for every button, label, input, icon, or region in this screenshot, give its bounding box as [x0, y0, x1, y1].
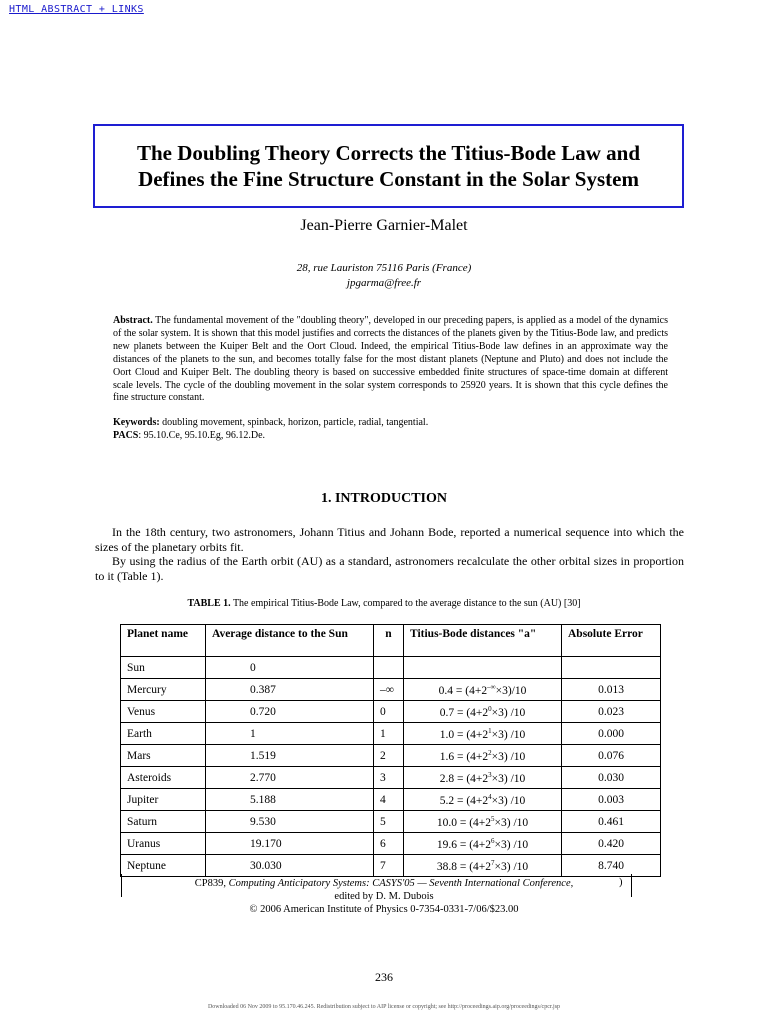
- page-number: 236: [375, 970, 393, 984]
- tb-formula-suffix: ×3) /10: [491, 750, 526, 763]
- pacs-text: : 95.10.Ce, 95.10.Eg, 96.12.De.: [138, 430, 266, 441]
- intro-paragraph-2: By using the radius of the Earth orbit (AU) as a standard, astronomers recalculate the other orbital sizes in proportion to it (Table 1).: [95, 554, 684, 583]
- cp-copyright: © 2006 American Institute of Physics 0-7354-0331-7/06/$23.00: [249, 904, 519, 915]
- tb-formula-suffix: ×3) /10: [491, 728, 526, 741]
- cell-average-distance: 0.387: [206, 679, 374, 701]
- header-n: n: [374, 625, 404, 657]
- tb-formula-prefix: 0.4 = (4+2: [438, 684, 488, 697]
- tb-formula-suffix: ×3) /10: [491, 706, 526, 719]
- tb-formula-prefix: 38.8 = (4+2: [436, 860, 492, 873]
- table-row: [121, 767, 661, 789]
- section-heading: 1. INTRODUCTION: [320, 491, 447, 506]
- cell-titius-bode: [404, 701, 562, 723]
- cell-average-distance: 1: [206, 723, 374, 745]
- cell-average-distance: 0: [206, 657, 374, 679]
- tb-formula-prefix: 19.6 = (4+2: [436, 838, 492, 851]
- cell-n: [374, 657, 404, 679]
- tb-formula-exponent: 6: [491, 836, 495, 845]
- cell-absolute-error: 0.023: [562, 701, 661, 723]
- tb-formula-exponent: 3: [488, 770, 492, 779]
- tb-formula-prefix: 10.0 = (4+2: [436, 816, 492, 829]
- cp-editor: edited by D. M. Dubois: [334, 891, 434, 902]
- cell-planet-name: Asteroids: [121, 767, 206, 789]
- cell-average-distance: 5.188: [206, 789, 374, 811]
- cell-n: 5: [374, 811, 404, 833]
- title-box: [93, 124, 684, 208]
- cell-absolute-error: [562, 657, 661, 679]
- cell-planet-name: Mercury: [121, 679, 206, 701]
- cell-planet-name: Venus: [121, 701, 206, 723]
- tb-formula-exponent: –∞: [487, 682, 496, 691]
- intro-paragraph-1: In the 18th century, two astronomers, Johann Titius and Johann Bode, reported a numerical sequence into which the sizes of the planetary orbits fit.: [95, 525, 684, 554]
- cell-n: –∞: [374, 679, 404, 701]
- cell-n: 6: [374, 833, 404, 855]
- abstract: [113, 315, 668, 405]
- html-abstract-link[interactable]: HTML ABSTRACT + LINKS: [9, 4, 144, 15]
- tb-formula-exponent: 7: [491, 858, 495, 867]
- introduction-text: [95, 525, 684, 583]
- affiliation-address: 28, rue Lauriston 75116 Paris (France): [296, 262, 472, 274]
- header-average-distance: Average distance to the Sun: [206, 625, 374, 657]
- cell-absolute-error: 0.030: [562, 767, 661, 789]
- abstract-label: Abstract.: [113, 315, 153, 326]
- tb-formula-prefix: 1.6 = (4+2: [439, 750, 489, 763]
- tb-formula-exponent: 0: [488, 704, 492, 713]
- cell-absolute-error: 0.003: [562, 789, 661, 811]
- cell-titius-bode: [404, 679, 562, 701]
- tb-formula-exponent: 5: [491, 814, 495, 823]
- cell-planet-name: Mars: [121, 745, 206, 767]
- affiliation-email: jpgarma@free.fr: [346, 277, 422, 289]
- cell-titius-bode: [404, 767, 562, 789]
- table-row: [121, 789, 661, 811]
- paper-title-line-2: Defines the Fine Structure Constant in the Solar System: [138, 167, 639, 191]
- table-row: [121, 679, 661, 701]
- header-titius-bode: Titius-Bode distances "a": [404, 625, 562, 657]
- cell-absolute-error: 0.420: [562, 833, 661, 855]
- cp-title: Computing Anticipatory Systems: CASYS'05 — Seventh International Conference,: [228, 878, 574, 889]
- cell-average-distance: 0.720: [206, 701, 374, 723]
- tb-formula-prefix: 2.8 = (4+2: [439, 772, 489, 785]
- table-header-row: [121, 625, 661, 657]
- cell-planet-name: Earth: [121, 723, 206, 745]
- table-row: [121, 701, 661, 723]
- cell-absolute-error: 0.013: [562, 679, 661, 701]
- paper-title-line-1: The Doubling Theory Corrects the Titius-Bode Law and: [136, 141, 641, 165]
- tb-formula-exponent: 1: [488, 726, 492, 735]
- tb-formula-suffix: ×3) /10: [491, 794, 526, 807]
- cell-n: 4: [374, 789, 404, 811]
- tb-formula-exponent: 2: [488, 748, 492, 757]
- cell-n: 7: [374, 855, 404, 877]
- cell-n: 3: [374, 767, 404, 789]
- table-row: [121, 811, 661, 833]
- tb-formula-suffix: ×3) /10: [494, 860, 529, 873]
- keywords-block: [113, 416, 668, 442]
- cell-planet-name: Sun: [121, 657, 206, 679]
- header-absolute-error: Absolute Error: [562, 625, 661, 657]
- tb-formula-prefix: 5.2 = (4+2: [439, 794, 489, 807]
- titius-bode-table: [120, 624, 661, 877]
- cell-average-distance: 2.770: [206, 767, 374, 789]
- tb-formula-exponent: 4: [488, 792, 492, 801]
- cell-absolute-error: 0.076: [562, 745, 661, 767]
- cell-absolute-error: 0.000: [562, 723, 661, 745]
- tb-formula-suffix: ×3)/10: [495, 684, 527, 697]
- affiliation: [0, 261, 768, 291]
- keywords-label: Keywords:: [113, 417, 160, 428]
- cell-planet-name: Saturn: [121, 811, 206, 833]
- cp-number: CP839,: [194, 878, 226, 889]
- cp-trailing: ): [619, 877, 623, 888]
- cell-average-distance: 19.170: [206, 833, 374, 855]
- cell-planet-name: Neptune: [121, 855, 206, 877]
- table-row: [121, 657, 661, 679]
- cell-titius-bode: [404, 811, 562, 833]
- cell-planet-name: Uranus: [121, 833, 206, 855]
- keywords-text: doubling movement, spinback, horizon, particle, radial, tangential.: [162, 417, 429, 428]
- cell-absolute-error: 0.461: [562, 811, 661, 833]
- author-name: Jean-Pierre Garnier-Malet: [300, 217, 468, 234]
- cell-average-distance: 9.530: [206, 811, 374, 833]
- cell-average-distance: 30.030: [206, 855, 374, 877]
- table-caption-text: The empirical Titius-Bode Law, compared to the average distance to the sun (AU) [30]: [232, 598, 581, 609]
- cell-titius-bode: [404, 745, 562, 767]
- download-notice: Downloaded 06 Nov 2009 to 95.170.46.245. Redistribution subject to AIP license or copyright; see http://proceedings.aip.org/proceedings/cpcr.jsp: [207, 1004, 561, 1010]
- header-planet-name: Planet name: [121, 625, 206, 657]
- table-row: [121, 833, 661, 855]
- tb-formula-suffix: ×3) /10: [494, 816, 529, 829]
- cell-average-distance: 1.519: [206, 745, 374, 767]
- abstract-text: The fundamental movement of the "doubling theory", developed in our preceding papers, is applied as a model of the dynamics of the solar system. It is shown that this model justifies and corrects the distances of the planets given by the Titius-Bode law, and predicts new planets between the Kuiper Belt and the Oort Cloud. Indeed, the empirical Titius-Bode law defines in an approximate way the distances of the planets to the sun, and becomes totally false for the most distant planets (Neptune and Pluto) and does not include the Oort Cloud and Kuiper Belt. The doubling theory is based on successive embedded finite structures of space-time domain at different scale levels. The cycle of the doubling movement in the solar system corresponds to 25920 years. It is shown that this cycle defines the fine structure constant.: [113, 315, 668, 404]
- cell-titius-bode: [404, 833, 562, 855]
- tb-formula-prefix: 1.0 = (4+2: [439, 728, 489, 741]
- conference-info: [0, 877, 768, 916]
- table-caption: [0, 598, 768, 609]
- tb-formula-suffix: ×3) /10: [491, 772, 526, 785]
- cell-planet-name: Jupiter: [121, 789, 206, 811]
- cell-n: 2: [374, 745, 404, 767]
- cell-titius-bode: [404, 789, 562, 811]
- pacs-label: PACS: [113, 430, 139, 441]
- tb-formula-prefix: 0.7 = (4+2: [439, 706, 489, 719]
- cell-titius-bode: [404, 723, 562, 745]
- table-row: [121, 745, 661, 767]
- cell-absolute-error: 8.740: [562, 855, 661, 877]
- cell-n: 0: [374, 701, 404, 723]
- cell-titius-bode: [404, 657, 562, 679]
- cell-n: 1: [374, 723, 404, 745]
- table-row: [121, 723, 661, 745]
- table-caption-label: TABLE 1.: [187, 598, 231, 609]
- tb-formula-suffix: ×3) /10: [494, 838, 529, 851]
